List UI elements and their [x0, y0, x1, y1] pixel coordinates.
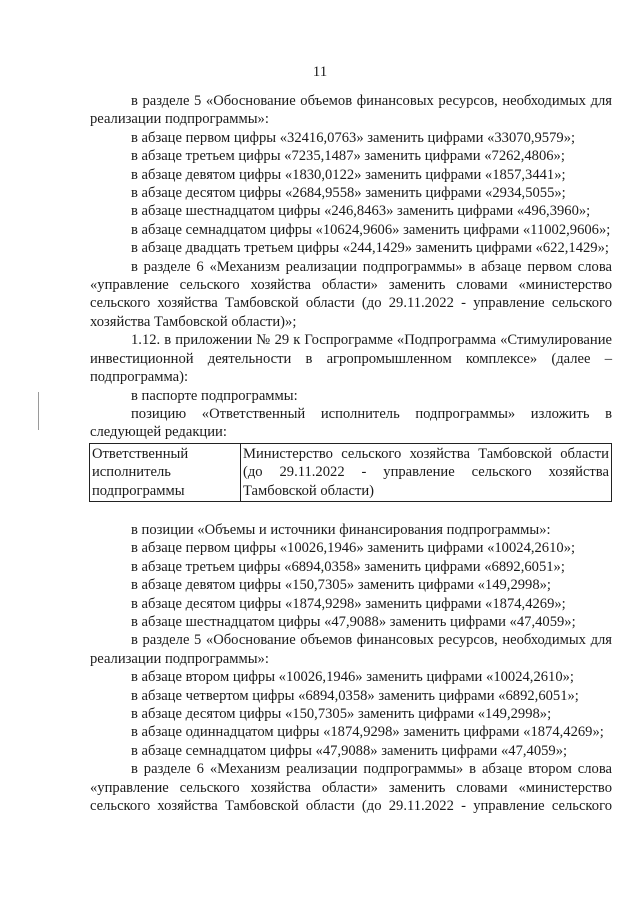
paragraph: в абзаце двадцать третьем цифры «244,1429» заменить цифрами «622,1429»;	[131, 240, 609, 257]
paragraph: в абзаце шестнадцатом цифры «246,8463» заменить цифрами «496,3960»;	[131, 203, 591, 220]
paragraph: в абзаце первом цифры «32416,0763» заменить цифрами «33070,9579»;	[131, 129, 576, 146]
paragraph: в разделе 6 «Механизм реализации подпрограммы» в абзаце первом слова «управление сельского хозяйства области» заменить словами «министерство сельского хозяйства Тамбовской области (до 29.11.2022 - управление сельского хозяйства Тамбовской области)»;	[90, 258, 612, 330]
paragraph: в абзаце семнадцатом цифры «10624,9606» заменить цифрами «11002,9606»;	[131, 221, 611, 238]
paragraph: в абзаце одиннадцатом цифры «1874,9298» заменить цифрами «1874,4269»;	[131, 724, 604, 741]
paragraph: в абзаце шестнадцатом цифры «47,9088» заменить цифрами «47,4059»;	[131, 613, 576, 630]
table-cell-label: Ответственный исполнитель подпрограммы	[90, 443, 241, 501]
page-number: 11	[312, 64, 328, 80]
table-cell-value: Министерство сельского хозяйства Тамбовской области (до 29.11.2022 - управление сельского хозяйства Тамбовской области)	[241, 443, 612, 501]
paragraph: в абзаце семнадцатом цифры «47,9088» заменить цифрами «47,4059»;	[131, 742, 568, 759]
paragraph: в паспорте подпрограммы:	[131, 387, 298, 404]
paragraph: 1.12. в приложении № 29 к Госпрограмме «Подпрограмма «Стимулирование инвестиционной деятельности в агропромышленном комплексе» (далее – подпрограмма):	[90, 332, 612, 386]
responsible-executor-table	[89, 443, 612, 502]
paragraph: в абзаце десятом цифры «2684,9558» заменить цифрами «2934,5055»;	[131, 185, 566, 202]
document-body	[90, 92, 612, 815]
paragraph: в абзаце третьем цифры «6894,0358» заменить цифрами «6892,6051»;	[131, 558, 565, 575]
paragraph: в абзаце третьем цифры «7235,1487» заменить цифрами «7262,4806»;	[131, 148, 565, 165]
paragraph: в абзаце первом цифры «10026,1946» заменить цифрами «10024,2610»;	[131, 540, 576, 557]
paragraph: в абзаце втором цифры «10026,1946» заменить цифрами «10024,2610»;	[131, 669, 574, 686]
paragraph: в абзаце десятом цифры «150,7305» заменить цифрами «149,2998»;	[131, 706, 552, 722]
paragraph: в абзаце девятом цифры «150,7305» заменить цифрами «149,2998»;	[131, 577, 551, 594]
table-row	[90, 443, 612, 501]
paragraph: в разделе 5 «Обоснование объемов финансовых ресурсов, необходимых для реализации подпрограммы»:	[90, 632, 612, 667]
paragraph: в абзаце десятом цифры «1874,9298» заменить цифрами «1874,4269»;	[131, 595, 566, 612]
paragraph: в разделе 5 «Обоснование объемов финансовых ресурсов, необходимых для реализации подпрограммы»:	[90, 93, 612, 128]
margin-mark	[38, 392, 39, 430]
paragraph: в абзаце девятом цифры «1830,0122» заменить цифрами «1857,3441»;	[131, 166, 566, 183]
paragraph: позицию «Ответственный исполнитель подпрограммы» изложить в следующей редакции:	[90, 405, 612, 441]
paragraph: в абзаце четвертом цифры «6894,0358» заменить цифрами «6892,6051»;	[131, 687, 579, 704]
paragraph: в позиции «Объемы и источники финансирования подпрограммы»:	[131, 521, 551, 538]
paragraph: в разделе 6 «Механизм реализации подпрограммы» в абзаце втором слова «управление сельского хозяйства области» заменить словами «министерство сельского хозяйства Тамбовской области (до 29.11.2022 - управление сельского	[90, 761, 612, 815]
